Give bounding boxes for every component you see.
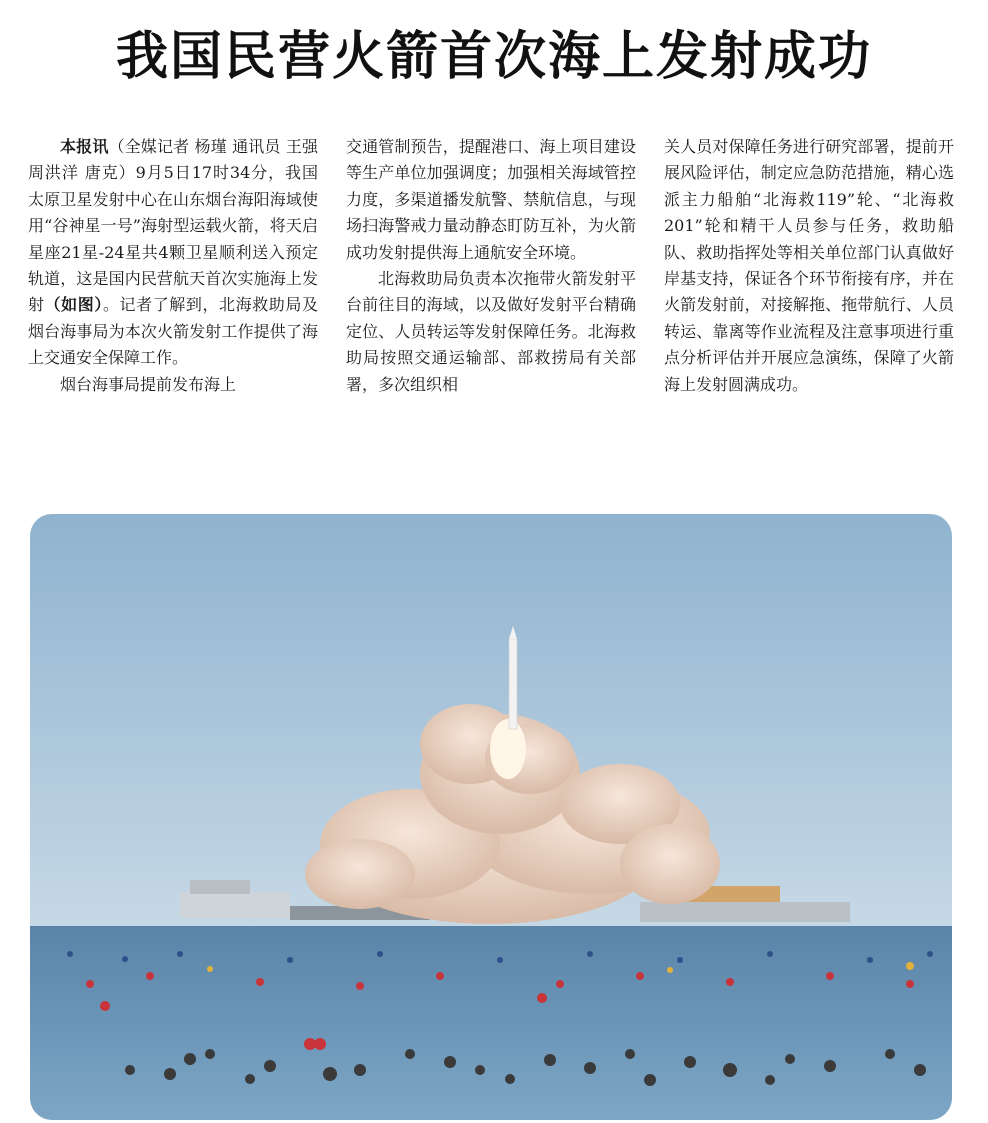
article-column-2 bbox=[346, 134, 636, 398]
paragraph-1-tail: 。记者了解到，北海救助局及烟台海事局为本次火箭发射工作提供了海上交通安全保障工作。 bbox=[28, 295, 318, 368]
paragraph-2-continued: 交通管制预告，提醒港口、海上项目建设等生产单位加强调度；加强相关海域管控力度，多渠道播发航警、禁航信息，与现场扫海警戒力量动静态盯防互补，为火箭成功发射提供海上通航安全环境。 bbox=[346, 137, 636, 262]
rocket-launch-photo bbox=[30, 514, 952, 1120]
paragraph-1-body: 9月5日17时34分，我国太原卫星发射中心在山东烟台海阳海域使用“谷神星一号”海射型运载火箭，将天启星座21星-24星共4颗卫星顺利送入预定轨道，这是国内民营航天首次实施海上发射 bbox=[28, 163, 318, 315]
lead-label: 本报讯 bbox=[60, 137, 109, 156]
byline: （全媒记者 杨瑾 通讯员 王强 周洪洋 唐克） bbox=[28, 137, 318, 183]
paragraph-3-start: 北海救助局负责本次拖带火箭发射平台前往目的海域，以及做好发射平台精确定位、人员转运等发射保障任务。北海救助局按照交通运输部、部救捞局有关部署，多次组织相 bbox=[346, 269, 636, 394]
rocket-flame bbox=[490, 719, 526, 779]
paragraph-3-continued: 关人员对保障任务进行研究部署，提前开展风险评估，制定应急防范措施，精心选派主力船舶“北海救119”轮、“北海救201”轮和精干人员参与任务，救助船队、救助指挥处等相关单位部门认真做好岸基支持，保证各个环节衔接有序，并在火箭发射前，对接解拖、拖带航行、人员转运、靠离等作业流程及注意事项进行重点分析评估并开展应急演练，保障了火箭海上发射圆满成功。 bbox=[664, 137, 954, 394]
rocket bbox=[509, 626, 517, 729]
headline: 我国民营火箭首次海上发射成功 bbox=[115, 27, 872, 87]
photo-reference: （如图） bbox=[44, 295, 103, 315]
article-column-1 bbox=[28, 134, 318, 398]
article-column-3 bbox=[664, 134, 954, 398]
paragraph-2-start: 烟台海事局提前发布海上 bbox=[60, 374, 237, 394]
paragraph-1 bbox=[28, 134, 318, 372]
